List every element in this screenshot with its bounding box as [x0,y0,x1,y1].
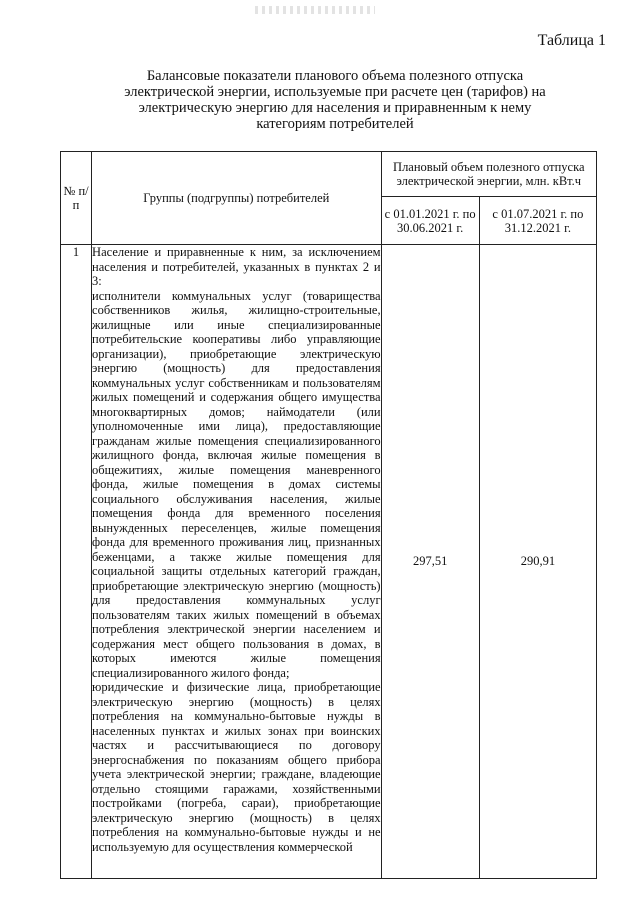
document-title: Балансовые показатели планового объема полезного отпуска электрической энергии, используемые при расчете цен (тарифов) на электрическую энергию для населения и приравненным к нему категориям потребителей [124,68,546,132]
row-paragraph-legal-entities: юридические и физические лица, приобретающие электрическую энергию (мощность) в целях потребления на коммунально-бытовые нужды в населенных пунктах и жилых зонах при воинских частях и рассчитывающиеся по договору энергоснабжения по показаниям общего прибора учета электрической энергии; граждане, владеющие отдельно стоящими гаражами, хозяйственными постройками (погреба, сараи), приобретающие электрическую энергию (мощность) в целях потребления на коммунально-бытовые нужды и не используемую для осуществления коммерческой [92,680,381,854]
header-consumer-groups: Группы (подгруппы) потребителей [92,152,382,245]
row-value-period-2: 290,91 [479,245,596,879]
row-value-period-1: 297,51 [381,245,479,879]
row-paragraph-intro: Население и приравненные к ним, за исключением населения и потребителей, указанных в пунктах 2 и 3: [92,245,381,288]
balance-table [60,151,597,879]
header-period-1: с 01.01.2021 г. по 30.06.2021 г. [381,197,479,245]
table-label: Таблица 1 [537,32,606,49]
header-planned-volume: Плановый объем полезного отпуска электрической энергии, млн. кВт.ч [381,152,596,197]
table-row [61,245,597,879]
header-period-2: с 01.07.2021 г. по 31.12.2021 г. [479,197,596,245]
row-number: 1 [61,245,92,879]
table-header-row [61,152,597,197]
scan-artifact [255,6,375,14]
header-number: № п/п [61,152,92,245]
row-consumer-description [92,245,382,879]
row-paragraph-utilities: исполнители коммунальных услуг (товарищества собственников жилья, жилищно-строительные, жилищные или иные специализированные потребительские кооперативы либо управляющие организации), приобретающие электрическую энергию (мощность) для предоставления коммунальных услуг собственникам и пользователям жилых помещений и содержания общего имущества многоквартирных домов; наймодатели (или уполномоченные ими лица), предоставляющие гражданам жилые помещения специализированного жилищного фонда, включая жилые помещения в общежитиях, жилые помещения маневренного фонда, жилые помещения в домах системы социального обслуживания населения, жилые помещения фонда для временного поселения вынужденных переселенцев, жилые помещения фонда для временного проживания лиц, признанных беженцами, а также жилые помещения для социальной защиты отдельных категорий граждан, приобретающие электрическую энергию (мощность) для предоставления коммунальных услуг пользователям таких жилых помещений в объемах потребления электрической энергии населением и содержания мест общего пользования в домах, в которых имеются жилые помещения специализированного жилого фонда; [92,288,381,680]
